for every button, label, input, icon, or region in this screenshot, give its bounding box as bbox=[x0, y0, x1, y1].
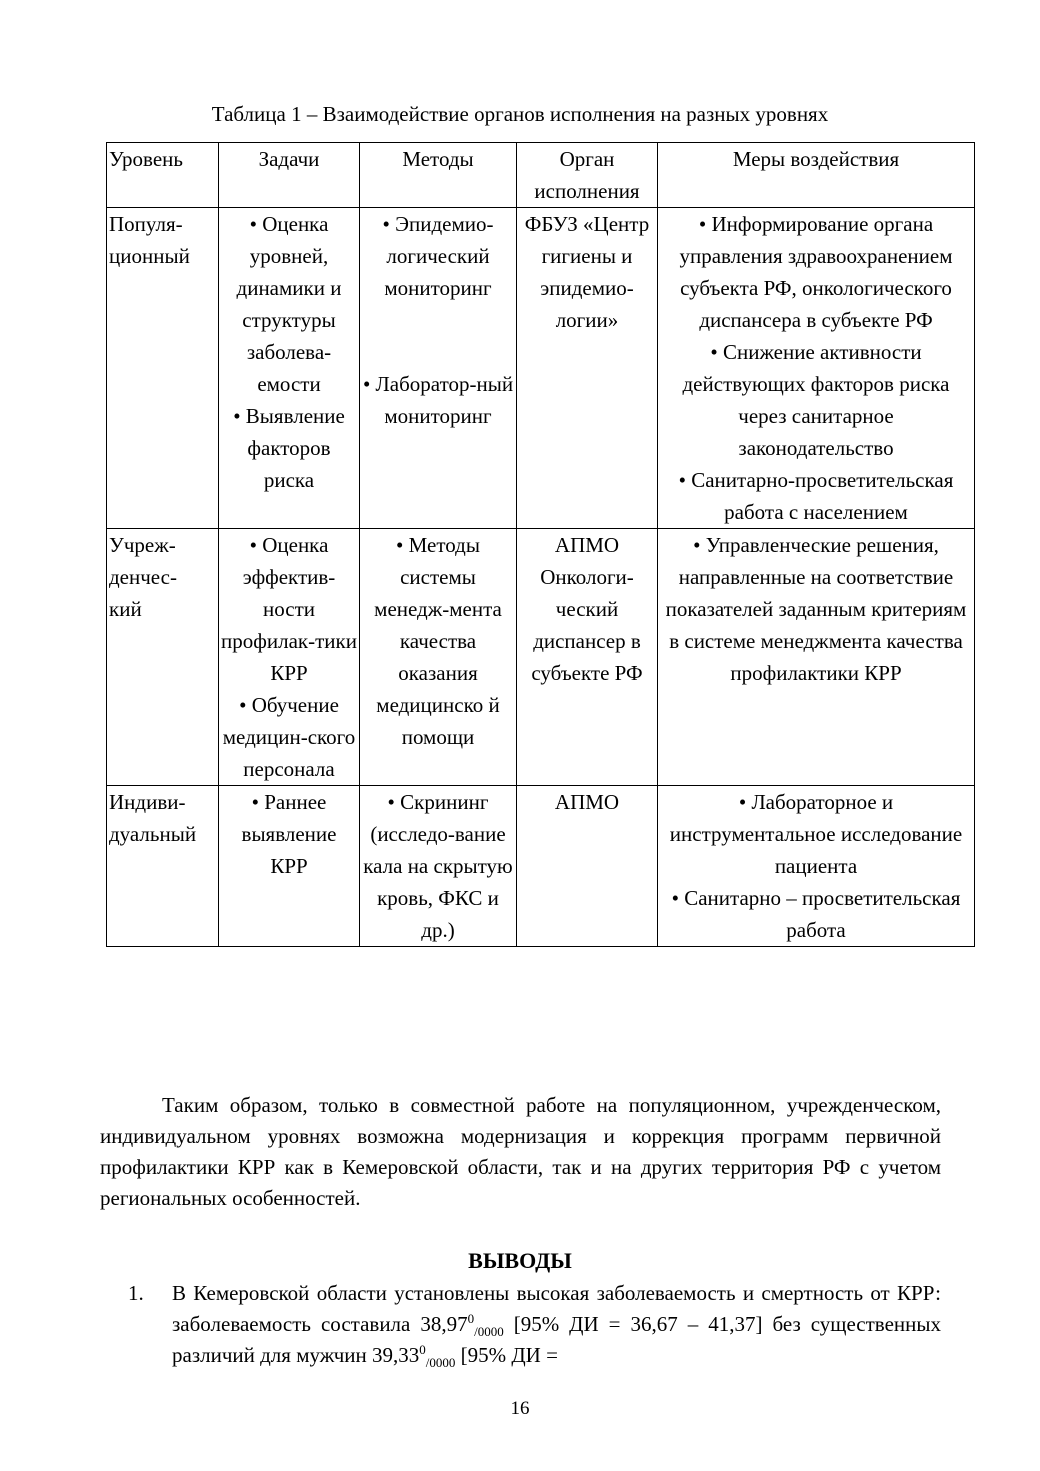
page-number: 16 bbox=[510, 1398, 530, 1419]
measure-item: • Информирование органа управления здравоохранением субъекта РФ, онкологического диспансера в субъекте РФ bbox=[660, 208, 972, 336]
interaction-table bbox=[106, 142, 975, 947]
conclusion-text: В Кемеровской области установлены высокая заболеваемость и смертность от КРР: заболеваемость составила $38,97^0_{/0000}$ [95% ДИ = 36,67 – 41,37] без существенных различий для мужчин $39,33^0_{/0000}$ [95% ДИ = bbox=[172, 1281, 941, 1371]
header-organ-line2: исполнения bbox=[534, 179, 640, 203]
measure-item: • Управленческие решения, направленные на соответствие показателей заданным критериям в системе менеджмента качества профилактики КРР bbox=[660, 529, 972, 689]
header-organ-line1: Орган bbox=[559, 147, 615, 171]
measure-item: • Санитарно-просветительская работа с населением bbox=[660, 464, 972, 528]
measure-item: • Лабораторное и инструментальное исследование пациента bbox=[660, 786, 972, 882]
table-header-row bbox=[107, 143, 975, 208]
summary-paragraph bbox=[100, 1090, 941, 1214]
task-item: • Выявление факторов риска bbox=[221, 400, 357, 496]
measure-item: • Снижение активности действующих факторов риска через санитарное законодательство bbox=[660, 336, 972, 464]
cell-organ: АПМО bbox=[517, 786, 658, 947]
cell-tasks bbox=[219, 786, 360, 947]
method-item: • Скрининг (исследо-вание кала на скрытую кровь, ФКС и др.) bbox=[362, 786, 514, 946]
level-line: денчес- bbox=[109, 565, 177, 589]
method-item: • Методы системы менедж-мента качества оказания медицинско й помощи bbox=[362, 529, 514, 753]
task-item: • Раннее выявление КРР bbox=[221, 786, 357, 882]
level-line: Учреж- bbox=[109, 533, 176, 557]
table-row bbox=[107, 208, 975, 529]
conclusions-heading: ВЫВОДЫ bbox=[468, 1248, 572, 1273]
cell-tasks bbox=[219, 529, 360, 786]
table-row bbox=[107, 529, 975, 786]
task-item: • Обучение медицин-ского персонала bbox=[221, 689, 357, 785]
task-item: • Оценка уровней, динамики и структуры заболева-емости bbox=[221, 208, 357, 400]
cell-methods bbox=[360, 786, 517, 947]
header-methods: Методы bbox=[360, 143, 517, 208]
level-line: кий bbox=[109, 597, 142, 621]
level-line: дуальный bbox=[109, 822, 197, 846]
method-item: • Эпидемио-логический мониторинг bbox=[362, 208, 514, 304]
cell-level bbox=[107, 208, 219, 529]
measure-item: • Санитарно – просветительская работа bbox=[660, 882, 972, 946]
cell-tasks bbox=[219, 208, 360, 529]
table-row bbox=[107, 786, 975, 947]
cell-organ: АПМО Онкологи-ческий диспансер в субъекте РФ bbox=[517, 529, 658, 786]
method-item: • Лаборатор-ный мониторинг bbox=[362, 368, 514, 432]
summary-text: Таким образом, только в совместной работе на популяционном, учрежденческом, индивидуальном уровнях возможна модернизация и коррекция программ первичной профилактики КРР как в Кемеровской области, так и на других территория РФ с учетом региональных особенностей. bbox=[100, 1093, 941, 1210]
level-line: ционный bbox=[109, 244, 190, 268]
cell-measures bbox=[658, 529, 975, 786]
conclusion-number: 1. bbox=[128, 1281, 144, 1305]
header-level: Уровень bbox=[107, 143, 219, 208]
cell-measures bbox=[658, 786, 975, 947]
cell-methods bbox=[360, 529, 517, 786]
table-caption: Таблица 1 – Взаимодействие органов исполнения на разных уровнях bbox=[211, 102, 829, 126]
level-line: Популя- bbox=[109, 212, 183, 236]
header-organ bbox=[517, 143, 658, 208]
header-tasks: Задачи bbox=[219, 143, 360, 208]
header-measures: Меры воздействия bbox=[658, 143, 975, 208]
level-line: Индиви- bbox=[109, 790, 186, 814]
cell-methods bbox=[360, 208, 517, 529]
task-item: • Оценка эффектив-ности профилак-тики КРР bbox=[221, 529, 357, 689]
cell-organ: ФБУЗ «Центр гигиены и эпидемио-логии» bbox=[517, 208, 658, 529]
cell-level bbox=[107, 529, 219, 786]
cell-level bbox=[107, 786, 219, 947]
conclusion-item bbox=[128, 1278, 941, 1371]
cell-measures bbox=[658, 208, 975, 529]
